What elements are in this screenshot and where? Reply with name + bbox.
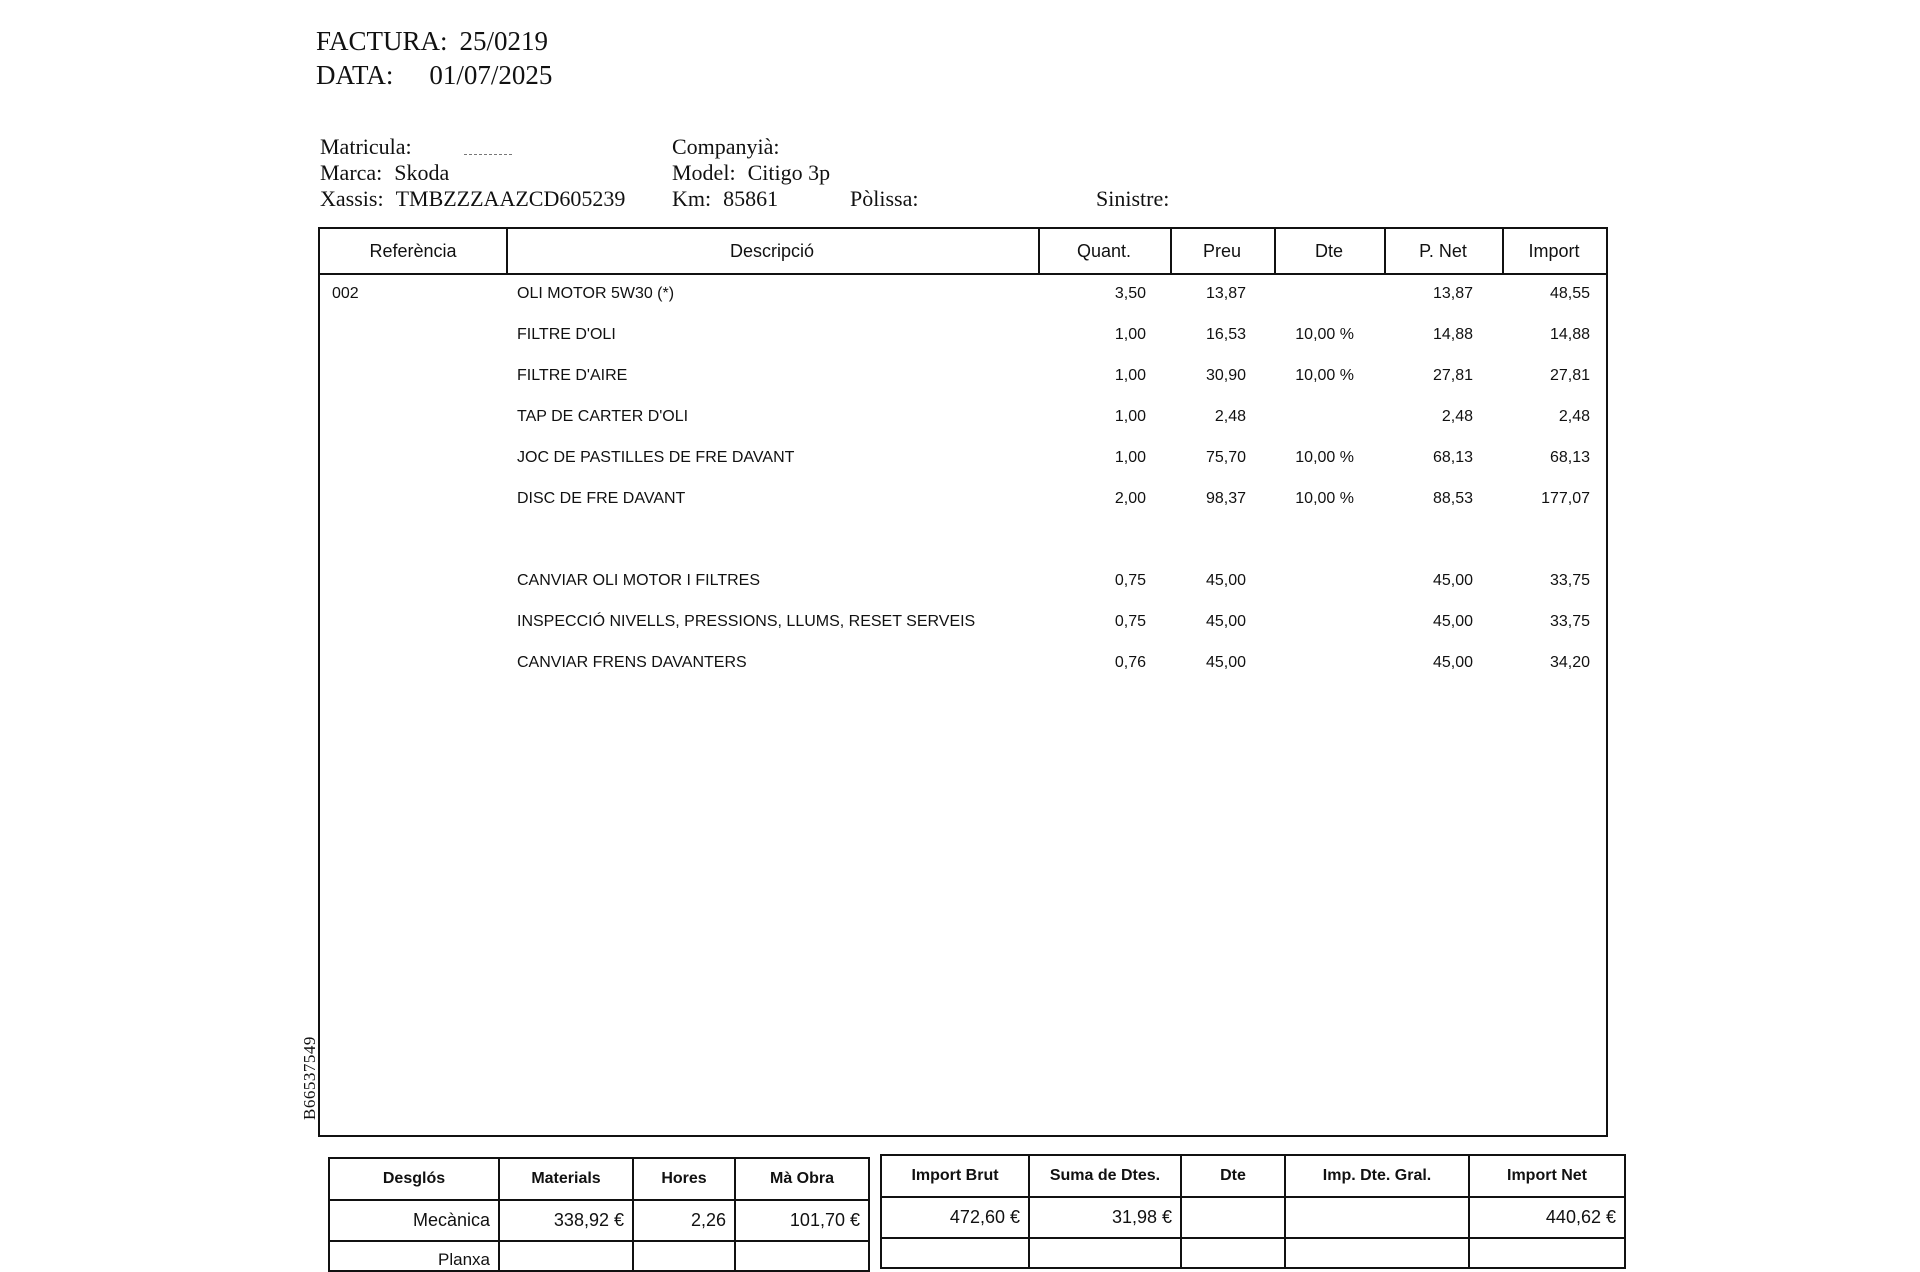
km-value: 85861	[723, 186, 779, 211]
chassis-value: TMBZZZAAZCD605239	[395, 186, 626, 211]
company-field	[672, 134, 792, 160]
cell-net: 14,88	[1432, 326, 1473, 343]
cell-qty: 2,00	[1114, 490, 1146, 507]
policy-field	[850, 186, 918, 212]
km-label: Km:	[672, 186, 712, 211]
header-qty: Quant.	[1076, 241, 1132, 261]
cell-amount: 14,88	[1549, 326, 1590, 343]
breakdown-header-row	[329, 1158, 869, 1200]
table-row	[320, 396, 1606, 437]
breakdown-category: Mecànica	[329, 1200, 499, 1241]
cell-net: 45,00	[1432, 654, 1473, 671]
cell-qty: 1,00	[1114, 326, 1146, 343]
table-row	[320, 314, 1606, 355]
cell-ref: 002	[332, 285, 359, 302]
invoice-date: 01/07/2025	[429, 60, 553, 90]
import-net-value: 440,62 €	[1469, 1197, 1625, 1238]
invoice-number-label: FACTURA:	[316, 26, 448, 56]
cell-price: 75,70	[1205, 449, 1246, 466]
totals-header: Dte	[1181, 1155, 1285, 1197]
header-ref: Referència	[369, 241, 457, 261]
cell-desc: TAP DE CARTER D'OLI	[517, 408, 689, 425]
header-dte: Dte	[1314, 241, 1343, 261]
brand-field	[320, 160, 449, 186]
cell-desc: FILTRE D'OLI	[517, 326, 616, 343]
table-row	[320, 478, 1606, 519]
breakdown-labour	[735, 1241, 869, 1271]
breakdown-table	[328, 1157, 870, 1272]
model-field	[672, 160, 830, 186]
brand-label: Marca:	[320, 160, 383, 185]
model-value: Citigo 3p	[747, 160, 831, 185]
chassis-field	[320, 186, 625, 212]
general-discount-value	[1285, 1197, 1469, 1238]
cell-dte: 10,00 %	[1295, 367, 1354, 384]
cell-desc: JOC DE PASTILLES DE FRE DAVANT	[517, 449, 795, 466]
cell-net: 45,00	[1432, 613, 1473, 630]
cell-desc: DISC DE FRE DAVANT	[517, 490, 686, 507]
cell-price: 2,48	[1214, 408, 1246, 425]
cell-net: 13,87	[1432, 285, 1473, 302]
cell-desc: INSPECCIÓ NIVELLS, PRESSIONS, LLUMS, RESET SERVEIS	[517, 613, 976, 630]
cell-amount: 68,13	[1549, 449, 1590, 466]
table-row	[320, 642, 1606, 683]
invoice-items-table	[318, 227, 1608, 1137]
cell-qty: 1,00	[1114, 449, 1146, 466]
invoice-date-label: DATA:	[316, 60, 394, 90]
brand-value: Skoda	[394, 160, 450, 185]
invoice-number-row	[316, 24, 552, 58]
cell-amount: 33,75	[1549, 572, 1590, 589]
cell-amount: 33,75	[1549, 613, 1590, 630]
cell-qty: 0,76	[1114, 654, 1146, 671]
cell-net: 45,00	[1432, 572, 1473, 589]
cell-amount: 2,48	[1558, 408, 1590, 425]
cell-qty: 0,75	[1114, 572, 1146, 589]
cell-net: 27,81	[1432, 367, 1473, 384]
import-brut-value: 472,60 €	[881, 1197, 1029, 1238]
table-row	[320, 601, 1606, 642]
totals-header: Suma de Dtes.	[1029, 1155, 1181, 1197]
totals-cell-empty	[881, 1238, 1029, 1268]
invoice-number: 25/0219	[459, 26, 549, 56]
cell-price: 98,37	[1205, 490, 1246, 507]
breakdown-materials	[499, 1241, 633, 1271]
breakdown-header: Materials	[499, 1158, 633, 1200]
table-row	[320, 437, 1606, 478]
totals-header: Imp. Dte. Gral.	[1285, 1155, 1469, 1197]
table-body	[320, 273, 1606, 683]
plate-label: Matricula:	[320, 134, 412, 159]
table-row	[320, 355, 1606, 396]
cell-qty: 3,50	[1114, 285, 1146, 302]
cell-net: 88,53	[1432, 490, 1473, 507]
totals-header: Import Brut	[881, 1155, 1029, 1197]
totals-cell-empty	[1469, 1238, 1625, 1268]
cell-amount: 34,20	[1549, 654, 1590, 671]
chassis-label: Xassis:	[320, 186, 384, 211]
table-row	[320, 273, 1606, 314]
cell-price: 16,53	[1205, 326, 1246, 343]
breakdown-labour: 101,70 €	[735, 1200, 869, 1241]
breakdown-row	[329, 1200, 869, 1241]
breakdown-header: Hores	[633, 1158, 735, 1200]
totals-row	[881, 1197, 1625, 1238]
totals-cell-empty	[1285, 1238, 1469, 1268]
cell-price: 30,90	[1205, 367, 1246, 384]
model-label: Model:	[672, 160, 736, 185]
cell-amount: 177,07	[1541, 490, 1590, 507]
breakdown-hours	[633, 1241, 735, 1271]
cell-desc: OLI MOTOR 5W30 (*)	[517, 285, 675, 302]
cell-amount: 27,81	[1549, 367, 1590, 384]
sum-discounts-value: 31,98 €	[1029, 1197, 1181, 1238]
plate-field	[320, 134, 512, 160]
cell-net: 68,13	[1432, 449, 1473, 466]
totals-cell-empty	[1029, 1238, 1181, 1268]
cell-price: 45,00	[1205, 572, 1246, 589]
claim-label: Sinistre:	[1096, 186, 1170, 211]
invoice-header	[316, 24, 552, 92]
discount-value	[1181, 1197, 1285, 1238]
table-header	[320, 229, 1606, 275]
cell-dte: 10,00 %	[1295, 326, 1354, 343]
km-field	[672, 186, 778, 212]
cell-desc: CANVIAR OLI MOTOR I FILTRES	[517, 572, 760, 589]
side-reference-code: B66537549	[300, 1036, 319, 1120]
cell-desc: CANVIAR FRENS DAVANTERS	[517, 654, 747, 671]
breakdown-materials: 338,92 €	[499, 1200, 633, 1241]
header-price: Preu	[1202, 241, 1242, 261]
cell-dte: 10,00 %	[1295, 490, 1354, 507]
cell-net: 2,48	[1441, 408, 1473, 425]
breakdown-header: Desglós	[329, 1158, 499, 1200]
totals-header-row	[881, 1155, 1625, 1197]
invoice-date-row	[316, 58, 552, 92]
cell-price: 45,00	[1205, 613, 1246, 630]
table-row	[320, 560, 1606, 601]
cell-desc: FILTRE D'AIRE	[517, 367, 628, 384]
totals-header: Import Net	[1469, 1155, 1625, 1197]
cell-qty: 0,75	[1114, 613, 1146, 630]
policy-label: Pòlissa:	[850, 186, 919, 211]
table-row-empty	[320, 519, 1606, 560]
cell-qty: 1,00	[1114, 367, 1146, 384]
totals-table	[880, 1154, 1626, 1269]
plate-redacted	[464, 142, 512, 155]
breakdown-header: Mà Obra	[735, 1158, 869, 1200]
cell-amount: 48,55	[1549, 285, 1590, 302]
header-net: P. Net	[1419, 241, 1467, 261]
company-label: Companyià:	[672, 134, 780, 159]
cell-price: 45,00	[1205, 654, 1246, 671]
cell-dte: 10,00 %	[1295, 449, 1354, 466]
breakdown-hours: 2,26	[633, 1200, 735, 1241]
cell-price: 13,87	[1205, 285, 1246, 302]
header-amount: Import	[1528, 241, 1580, 261]
claim-field	[1096, 186, 1169, 212]
totals-cell-empty	[1181, 1238, 1285, 1268]
header-desc: Descripció	[729, 241, 815, 261]
totals-row-partial	[881, 1238, 1625, 1268]
cell-qty: 1,00	[1114, 408, 1146, 425]
breakdown-row	[329, 1241, 869, 1271]
breakdown-category: Planxa	[329, 1241, 499, 1271]
